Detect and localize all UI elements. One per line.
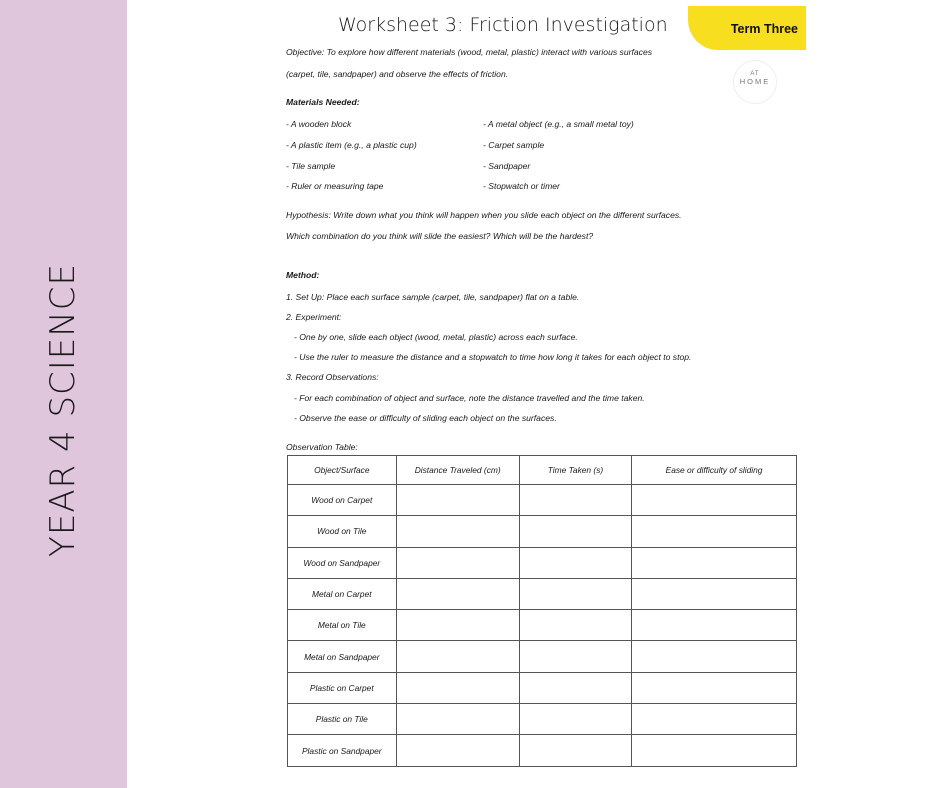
sidebar-panel (0, 0, 127, 788)
table-row (288, 704, 797, 735)
row-label: Metal on Tile (288, 610, 397, 641)
material-item: - A metal object (e.g., a small metal toy) (483, 119, 634, 129)
time-cell[interactable] (519, 547, 631, 578)
table-header-row (288, 456, 797, 485)
ease-cell[interactable] (632, 547, 797, 578)
time-cell[interactable] (519, 516, 631, 547)
row-label: Wood on Sandpaper (288, 547, 397, 578)
method-step: - Observe the ease or difficulty of sliding each object on the surfaces. (294, 413, 557, 423)
column-header: Distance Traveled (cm) (396, 456, 519, 485)
row-label: Metal on Carpet (288, 578, 397, 609)
method-step: - One by one, slide each object (wood, metal, plastic) across each surface. (294, 332, 578, 342)
column-header: Ease or difficulty of sliding (632, 456, 797, 485)
ease-cell[interactable] (632, 735, 797, 766)
row-label: Wood on Tile (288, 516, 397, 547)
table-row (288, 516, 797, 547)
row-label: Plastic on Tile (288, 704, 397, 735)
worksheet-page (278, 0, 808, 788)
objective-line-1: Objective: To explore how different materials (wood, metal, plastic) interact with various surfaces (286, 47, 653, 57)
distance-cell[interactable] (396, 516, 519, 547)
material-item: - A plastic item (e.g., a plastic cup) (286, 140, 417, 150)
column-header: Time Taken (s) (519, 456, 631, 485)
ease-cell[interactable] (632, 641, 797, 672)
ease-cell[interactable] (632, 672, 797, 703)
distance-cell[interactable] (396, 704, 519, 735)
method-step: 2. Experiment: (286, 312, 342, 322)
time-cell[interactable] (519, 578, 631, 609)
table-row (288, 547, 797, 578)
logo-line-1: AT (750, 71, 760, 77)
material-item: - A wooden block (286, 119, 352, 129)
row-label: Wood on Carpet (288, 485, 397, 516)
time-cell[interactable] (519, 735, 631, 766)
hypothesis-line-1: Hypothesis: Write down what you think will happen when you slide each object on the different surfaces. (286, 210, 682, 220)
objective-line-2: (carpet, tile, sandpaper) and observe the effects of friction. (286, 69, 509, 79)
time-cell[interactable] (519, 610, 631, 641)
distance-cell[interactable] (396, 578, 519, 609)
time-cell[interactable] (519, 485, 631, 516)
time-cell[interactable] (519, 641, 631, 672)
materials-heading: Materials Needed: (286, 97, 360, 107)
ease-cell[interactable] (632, 610, 797, 641)
distance-cell[interactable] (396, 610, 519, 641)
row-label: Plastic on Sandpaper (288, 735, 397, 766)
time-cell[interactable] (519, 704, 631, 735)
distance-cell[interactable] (396, 672, 519, 703)
at-home-logo (733, 60, 777, 104)
worksheet-title: Worksheet 3: Friction Investigation (338, 14, 668, 36)
table-row (288, 578, 797, 609)
method-step: 1. Set Up: Place each surface sample (carpet, tile, sandpaper) flat on a table. (286, 292, 580, 302)
hypothesis-line-2: Which combination do you think will slide the easiest? Which will be the hardest? (286, 231, 594, 241)
distance-cell[interactable] (396, 485, 519, 516)
term-badge (688, 6, 806, 50)
logo-line-2: HOME (739, 77, 771, 86)
ease-cell[interactable] (632, 704, 797, 735)
ease-cell[interactable] (632, 485, 797, 516)
method-step: - For each combination of object and surface, note the distance travelled and the time taken. (294, 393, 645, 403)
method-step: - Use the ruler to measure the distance and a stopwatch to time how long it takes for each object to stop. (294, 352, 692, 362)
ease-cell[interactable] (632, 578, 797, 609)
material-item: - Tile sample (286, 161, 336, 171)
ease-cell[interactable] (632, 516, 797, 547)
table-row (288, 641, 797, 672)
subject-title: YEAR 4 SCIENCE (43, 263, 83, 557)
table-row (288, 672, 797, 703)
column-header: Object/Surface (288, 456, 397, 485)
material-item: - Sandpaper (483, 161, 531, 171)
row-label: Plastic on Carpet (288, 672, 397, 703)
term-badge-label: Term Three (730, 22, 798, 36)
table-heading: Observation Table: (286, 442, 358, 452)
material-item: - Ruler or measuring tape (286, 181, 384, 191)
method-heading: Method: (286, 270, 320, 280)
material-item: - Stopwatch or timer (483, 181, 560, 191)
table-row (288, 610, 797, 641)
time-cell[interactable] (519, 672, 631, 703)
material-item: - Carpet sample (483, 140, 545, 150)
table-row (288, 485, 797, 516)
distance-cell[interactable] (396, 735, 519, 766)
row-label: Metal on Sandpaper (288, 641, 397, 672)
table-row (288, 735, 797, 766)
distance-cell[interactable] (396, 641, 519, 672)
distance-cell[interactable] (396, 547, 519, 578)
method-step: 3. Record Observations: (286, 372, 379, 382)
observation-table (287, 455, 797, 767)
